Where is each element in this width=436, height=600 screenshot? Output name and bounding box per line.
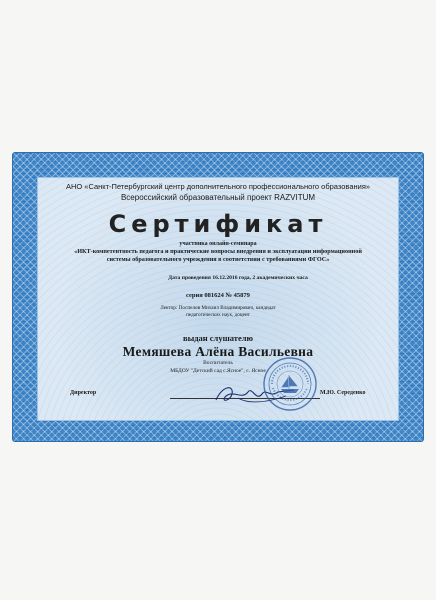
recipient-name: Мемяшева Алёна Васильевна	[122, 344, 314, 359]
issued-to-label: выдан слушателю	[182, 333, 253, 343]
serial-number: серия 081624 № 45879	[186, 292, 250, 299]
participant-label: участника онлайн-семинара	[179, 241, 257, 247]
director-name: М.Ю. Середенко	[320, 390, 366, 396]
recipient-institution: МБДОУ "Детский сад с.Ясное", с. Ясное	[170, 368, 266, 374]
certificate-title: Сертификат	[108, 210, 328, 238]
date-line: Дата проведения 16.12.2016 года, 2 академических часа	[168, 275, 308, 281]
lecturer-info: Лектор: Поспелов Михаил Владимирович, кандидат педагогических наук, доцент	[160, 305, 276, 318]
project-name: Всероссийский образовательный проект RAZVITUM	[120, 193, 316, 202]
director-label: Директор	[70, 390, 97, 396]
stamp-seal-icon	[262, 356, 318, 412]
organization-name: АНО «Санкт-Петербургский центр дополнительного профессионального образования»	[65, 182, 371, 191]
recipient-position: Воспитатель	[203, 360, 233, 366]
seminar-title: «ИКТ-компетентность педагога и практические вопросы внедрения и эксплуатации информационной системы образовательного учреждения в соответствии с требованиями ФГОС»	[74, 248, 362, 263]
